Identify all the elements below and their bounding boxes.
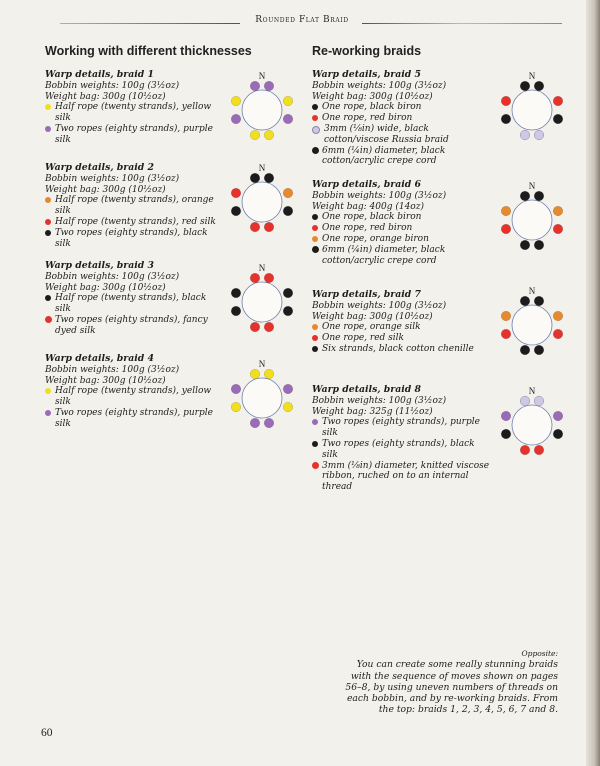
bobbin-lower-left	[501, 429, 511, 439]
bobbin-top-left	[520, 191, 530, 201]
color-swatch-icon	[312, 346, 318, 352]
color-swatch-icon	[312, 324, 318, 330]
thread-item	[312, 417, 490, 439]
north-label: N	[258, 263, 266, 273]
left-column-heading: Working with different thicknesses	[45, 44, 252, 58]
bobbin-bottom-left	[520, 240, 530, 250]
bobbin-lower-left	[501, 329, 511, 339]
bobbin-upper-right	[283, 288, 293, 298]
bobbin-top-left	[250, 173, 260, 183]
bobbin-upper-right	[283, 96, 293, 106]
braiding-disc-outline	[242, 378, 282, 418]
thread-description: Two ropes (eighty strands), purple silk	[55, 123, 213, 145]
bobbin-bottom-right	[534, 130, 544, 140]
running-title: Rounded Flat Braid	[255, 15, 349, 25]
thread-description: 3mm (⅛in) diameter, knitted viscose ribbon, ruched on to an internal thread	[322, 460, 490, 493]
bobbin-lower-left	[231, 306, 241, 316]
bobbin-top-left	[520, 296, 530, 306]
color-swatch-icon	[312, 147, 319, 154]
bobbin-top-left	[250, 81, 260, 91]
warp-details-braid-3	[45, 261, 220, 337]
diagram-svg	[497, 283, 567, 363]
thread-description: Two ropes (eighty strands), black silk	[322, 438, 475, 460]
diagram-svg	[227, 160, 297, 240]
color-swatch-icon	[312, 115, 318, 121]
north-label: N	[528, 181, 536, 191]
weight-bag: Weight bag: 300g (10½oz)	[312, 311, 433, 322]
bobbin-top-right	[264, 173, 274, 183]
bobbin-top-left	[520, 81, 530, 91]
braiding-disc-outline	[512, 90, 552, 130]
color-swatch-icon	[45, 410, 51, 416]
bobbin-lower-right	[553, 224, 563, 234]
bobbin-bottom-right	[534, 445, 544, 455]
bobbin-top-right	[534, 296, 544, 306]
braid-title: Warp details, braid 7	[312, 289, 421, 300]
thread-item	[312, 245, 490, 267]
bobbin-upper-right	[283, 188, 293, 198]
bobbin-lower-left	[501, 114, 511, 124]
bobbin-diagram-3	[227, 260, 297, 340]
bobbin-bottom-right	[264, 130, 274, 140]
diagram-svg	[227, 260, 297, 340]
bobbin-bottom-right	[264, 322, 274, 332]
bobbin-top-left	[520, 396, 530, 406]
color-swatch-icon	[45, 295, 51, 301]
bobbin-top-right	[534, 396, 544, 406]
bobbin-top-right	[264, 369, 274, 379]
bobbin-weights: Bobbin weights: 100g (3½oz)	[45, 271, 180, 282]
thread-item	[312, 322, 490, 333]
braid-title: Warp details, braid 6	[312, 179, 421, 190]
weight-bag: Weight bag: 300g (10½oz)	[312, 91, 433, 102]
weight-bag: Weight bag: 300g (10½oz)	[45, 375, 166, 386]
thread-item	[45, 195, 220, 217]
color-swatch-icon	[45, 219, 51, 225]
right-column-heading: Re-working braids	[312, 44, 422, 58]
bobbin-upper-left	[231, 384, 241, 394]
thread-description: One rope, red biron	[322, 113, 413, 124]
warp-details-braid-8	[312, 385, 490, 493]
thread-item	[45, 315, 220, 337]
bobbin-upper-left	[501, 411, 511, 421]
braiding-disc-outline	[242, 182, 282, 222]
bobbin-upper-left	[501, 311, 511, 321]
north-label: N	[258, 71, 266, 81]
braid-title: Warp details, braid 4	[45, 353, 154, 364]
bobbin-top-left	[250, 369, 260, 379]
bobbin-top-left	[250, 273, 260, 283]
bobbin-top-right	[264, 273, 274, 283]
braid-title: Warp details, braid 8	[312, 384, 421, 395]
north-label: N	[258, 163, 266, 173]
color-swatch-icon	[312, 225, 318, 231]
thread-description: Half rope (twenty strands), orange silk	[55, 195, 214, 217]
color-swatch-icon	[312, 236, 318, 242]
bobbin-upper-left	[501, 206, 511, 216]
bobbin-weights: Bobbin weights: 100g (3½oz)	[45, 173, 180, 184]
bobbin-lower-left	[501, 224, 511, 234]
caption-label: Opposite:	[521, 649, 558, 658]
thread-item	[312, 223, 490, 234]
north-label: N	[258, 359, 266, 369]
diagram-svg	[227, 356, 297, 436]
bobbin-bottom-left	[250, 222, 260, 232]
bobbin-upper-right	[553, 206, 563, 216]
bobbin-upper-right	[283, 384, 293, 394]
color-swatch-icon	[312, 462, 319, 469]
braiding-disc-outline	[512, 405, 552, 445]
weight-bag: Weight bag: 325g (11½oz)	[312, 406, 433, 417]
thread-description: Two ropes (eighty strands), purple silk	[322, 417, 480, 439]
color-swatch-icon	[312, 441, 318, 447]
thread-item	[45, 293, 220, 315]
warp-details-braid-4	[45, 354, 220, 430]
thread-item	[312, 234, 490, 245]
page-number: 60	[41, 727, 53, 739]
bobbin-bottom-right	[534, 240, 544, 250]
bobbin-top-right	[534, 81, 544, 91]
bobbin-upper-left	[231, 96, 241, 106]
thread-description: One rope, black biron	[322, 102, 422, 113]
braiding-disc-outline	[242, 90, 282, 130]
thread-item	[312, 344, 490, 355]
color-swatch-icon	[45, 316, 52, 323]
north-label: N	[528, 286, 536, 296]
weight-bag: Weight bag: 400g (14oz)	[312, 201, 424, 212]
color-swatch-icon	[45, 230, 51, 236]
warp-details-braid-1	[45, 70, 220, 146]
bobbin-lower-right	[553, 429, 563, 439]
color-swatch-icon	[45, 104, 51, 110]
diagram-svg	[497, 68, 567, 148]
color-swatch-icon	[312, 104, 318, 110]
color-swatch-icon	[312, 246, 319, 253]
warp-details-braid-7	[312, 290, 490, 355]
thread-description: Six strands, black cotton chenille	[322, 343, 474, 354]
north-label: N	[528, 71, 536, 81]
bobbin-weights: Bobbin weights: 100g (3½oz)	[312, 190, 447, 201]
bobbin-bottom-left	[520, 345, 530, 355]
diagram-svg	[497, 383, 567, 463]
bobbin-diagram-7	[497, 283, 567, 363]
bobbin-bottom-right	[264, 418, 274, 428]
braiding-disc-outline	[242, 282, 282, 322]
thread-item	[45, 386, 220, 408]
thread-description: Half rope (twenty strands), yellow silk	[55, 386, 212, 408]
header-rule-right	[362, 23, 562, 24]
bobbin-weights: Bobbin weights: 100g (3½oz)	[312, 300, 447, 311]
thread-description: Half rope (twenty strands), yellow silk	[55, 102, 212, 124]
bobbin-diagram-2	[227, 160, 297, 240]
thread-item	[45, 217, 220, 228]
caption-text: You can create some really stunning braids with the sequence of moves shown on pages 56–8, by using uneven numbers of threads on each bobbin, and by re-working braids. From the top: braids 1, 2, 3, 4, 5, 6, 7 and 8.	[345, 659, 558, 716]
bobbin-diagram-8	[497, 383, 567, 463]
diagram-svg	[227, 68, 297, 148]
braid-title: Warp details, braid 5	[312, 69, 421, 80]
braiding-disc-outline	[512, 305, 552, 345]
bobbin-lower-right	[283, 306, 293, 316]
color-swatch-icon	[45, 388, 51, 394]
thread-description: Two ropes (eighty strands), fancy dyed silk	[55, 314, 208, 336]
bobbin-bottom-left	[250, 130, 260, 140]
bobbin-lower-right	[553, 114, 563, 124]
warp-details-braid-5	[312, 70, 490, 167]
bobbin-weights: Bobbin weights: 100g (3½oz)	[45, 80, 180, 91]
bobbin-lower-right	[283, 206, 293, 216]
page-edge-shadow	[586, 0, 600, 766]
bobbin-upper-right	[553, 411, 563, 421]
bobbin-lower-left	[231, 206, 241, 216]
thread-description: 3mm (⅛in) wide, black cotton/viscose Russia braid	[324, 123, 449, 145]
bobbin-bottom-left	[250, 418, 260, 428]
thread-item	[45, 102, 220, 124]
bobbin-upper-right	[553, 96, 563, 106]
bobbin-bottom-left	[520, 445, 530, 455]
braid-title: Warp details, braid 2	[45, 162, 154, 173]
bobbin-upper-left	[501, 96, 511, 106]
bobbin-top-right	[264, 81, 274, 91]
color-swatch-icon	[312, 419, 318, 425]
bobbin-lower-left	[231, 402, 241, 412]
braid-title: Warp details, braid 1	[45, 69, 154, 80]
thread-description: Half rope (twenty strands), black silk	[55, 293, 207, 315]
bobbin-upper-left	[231, 188, 241, 198]
bobbin-lower-right	[283, 402, 293, 412]
weight-bag: Weight bag: 300g (10½oz)	[45, 184, 166, 195]
braiding-disc-outline	[512, 200, 552, 240]
thread-item	[312, 146, 490, 168]
bobbin-lower-left	[231, 114, 241, 124]
thread-item	[312, 212, 490, 223]
thread-item	[312, 333, 490, 344]
bobbin-diagram-6	[497, 178, 567, 258]
thread-item	[312, 124, 490, 146]
thread-item	[312, 102, 490, 113]
bobbin-top-right	[534, 191, 544, 201]
thread-description: One rope, red biron	[322, 223, 413, 234]
bobbin-lower-right	[283, 114, 293, 124]
thread-item	[312, 113, 490, 124]
header-rule-left	[60, 23, 240, 24]
bobbin-diagram-5	[497, 68, 567, 148]
thread-description: One rope, orange silk	[322, 322, 421, 333]
weight-bag: Weight bag: 300g (10½oz)	[45, 91, 166, 102]
thread-description: One rope, orange biron	[322, 233, 429, 244]
thread-description: Two ropes (eighty strands), black silk	[55, 227, 208, 249]
north-label: N	[528, 386, 536, 396]
warp-details-braid-2	[45, 163, 220, 249]
color-swatch-icon	[312, 214, 318, 220]
bobbin-bottom-left	[250, 322, 260, 332]
diagram-svg	[497, 178, 567, 258]
braid-title: Warp details, braid 3	[45, 260, 154, 271]
thread-description: 6mm (¼in) diameter, black cotton/acrylic crepe cord	[322, 244, 446, 266]
thread-description: 6mm (¼in) diameter, black cotton/acrylic crepe cord	[322, 145, 446, 167]
color-swatch-icon	[45, 197, 51, 203]
bobbin-weights: Bobbin weights: 100g (3½oz)	[312, 80, 447, 91]
color-swatch-icon	[45, 126, 51, 132]
bobbin-weights: Bobbin weights: 100g (3½oz)	[312, 395, 447, 406]
thread-description: One rope, red silk	[322, 333, 404, 344]
weight-bag: Weight bag: 300g (10½oz)	[45, 282, 166, 293]
color-swatch-icon	[312, 335, 318, 341]
thread-description: One rope, black biron	[322, 212, 422, 223]
thread-item	[45, 228, 220, 250]
bobbin-bottom-right	[264, 222, 274, 232]
warp-details-braid-6	[312, 180, 490, 266]
thread-description: Half rope (twenty strands), red silk	[55, 216, 216, 227]
bobbin-bottom-right	[534, 345, 544, 355]
thread-item	[45, 408, 220, 430]
thread-item	[45, 124, 220, 146]
bobbin-upper-left	[231, 288, 241, 298]
thread-item	[312, 439, 490, 461]
bobbin-diagram-4	[227, 356, 297, 436]
bobbin-upper-right	[553, 311, 563, 321]
bobbin-lower-right	[553, 329, 563, 339]
photo-caption	[340, 648, 558, 716]
bobbin-weights: Bobbin weights: 100g (3½oz)	[45, 364, 180, 375]
thread-description: Two ropes (eighty strands), purple silk	[55, 407, 213, 429]
color-swatch-icon	[312, 126, 320, 134]
bobbin-diagram-1	[227, 68, 297, 148]
bobbin-bottom-left	[520, 130, 530, 140]
thread-item	[312, 461, 490, 493]
